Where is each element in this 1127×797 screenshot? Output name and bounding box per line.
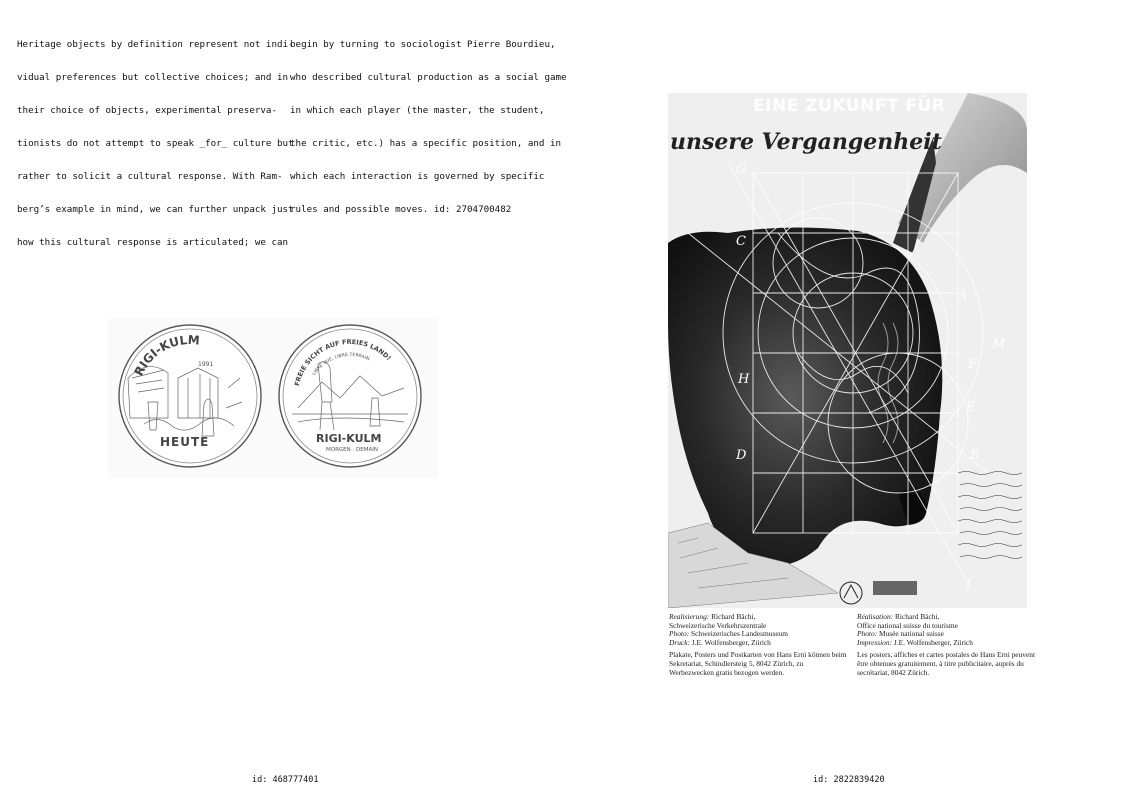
poster-letter: E: [966, 400, 976, 415]
text-line: rules and possible moves. id: 2704700482: [290, 204, 512, 215]
coin-reverse: [279, 325, 421, 467]
text-line: Heritage objects by definition represent not indi-: [17, 39, 294, 50]
poster-letter: A: [958, 288, 968, 303]
credit-value: Richard Bächi,: [711, 612, 756, 621]
text-line: vidual preferences but collective choices; and in: [17, 72, 289, 83]
poster-headline-1: EINE ZUKUNFT FÜR: [753, 96, 946, 116]
poster-image: [668, 93, 1027, 608]
poster-letter: H: [738, 372, 750, 387]
text-line: rather to solicit a cultural response. With Ram-: [17, 171, 283, 182]
text-line: begin by turning to sociologist Pierre Bourdieu,: [290, 39, 556, 50]
text-line: in which each player (the master, the student,: [290, 105, 545, 116]
coin-right-bottom: RIGI-KULM: [316, 432, 382, 445]
poster-letter: I: [966, 577, 972, 592]
coin-right-bottom2: MORGEN · DEMAIN: [326, 447, 378, 453]
text-line: which each interaction is governed by specific: [290, 171, 545, 182]
text-line: the critic, etc.) has a specific position, and in: [290, 138, 562, 149]
credit-paragraph: Plakate, Posters und Postkarten von Hans Erni können beim Sekretariat, Schindlersteig 5, 8042 Zürich, zu Werbezwecken gratis bezogen werden.: [669, 650, 847, 677]
poster-letter: C: [736, 234, 746, 249]
poster-letter: D: [736, 448, 747, 463]
credit-label: Impression:: [857, 637, 893, 647]
credit-value: Richard Bächi,: [895, 612, 940, 621]
coin-obverse: [119, 325, 261, 467]
credit-org: Office national suisse du tourisme: [857, 620, 958, 630]
poster-letter: M: [992, 337, 1006, 352]
credit-value: J.E. Wolfensberger, Zürich: [691, 637, 771, 647]
coin-right-sub: LIBRE VUE, LIBRE TERRAIN: [312, 352, 370, 377]
credit-label: Réalisation:: [857, 612, 894, 621]
credit-value: J.E. Wolfensberger, Zürich: [893, 637, 973, 647]
coin-left-year: 1991: [198, 361, 214, 368]
coins-image: [108, 318, 438, 478]
credit-value: Schweizerisches Landesmuseum: [690, 629, 789, 639]
poster-letter: F: [968, 357, 978, 372]
poster-letter: B: [970, 448, 980, 463]
poster-credits-fr: [857, 613, 1037, 677]
credit-label: Druck:: [669, 637, 690, 647]
credit-paragraph: Les posters, affiches et cartes postales de Hans Erni peuvent être obtenues gratuitement, à titre publicitaire, auprès du secrétariat, 8042 Zürich.: [857, 650, 1035, 677]
caption-right: id: 2822839420: [813, 775, 885, 785]
text-line: who described cultural production as a social game: [290, 72, 567, 83]
credit-label: Photo:: [857, 629, 878, 639]
poster-credits-de: [669, 613, 849, 677]
credit-org: Schweizerische Verkehrszentrale: [669, 620, 767, 630]
credit-label: Photo:: [669, 629, 690, 639]
body-text-right: [290, 17, 567, 226]
coin-left-top: RIGI-KULM: [131, 332, 201, 379]
text-line: tionists do not attempt to speak _for_ culture but: [17, 138, 294, 149]
coin-right-top: FREIE SICHT AUF FREIES LAND!: [293, 337, 393, 387]
text-line: their choice of objects, experimental preserva-: [17, 105, 277, 116]
credit-value: Musée national suisse: [878, 629, 944, 639]
text-line: how this cultural response is articulated; we can: [17, 237, 289, 248]
credit-label: Realisierung:: [669, 612, 710, 621]
body-text-left: [17, 17, 294, 259]
poster-letter: G: [736, 162, 747, 177]
text-line: berg’s example in mind, we can further unpack just: [17, 204, 294, 215]
coin-left-bottom: HEUTE: [160, 435, 210, 449]
poster-headline-2: unsere Vergangenheit: [670, 129, 942, 155]
caption-left: id: 468777401: [252, 775, 319, 785]
